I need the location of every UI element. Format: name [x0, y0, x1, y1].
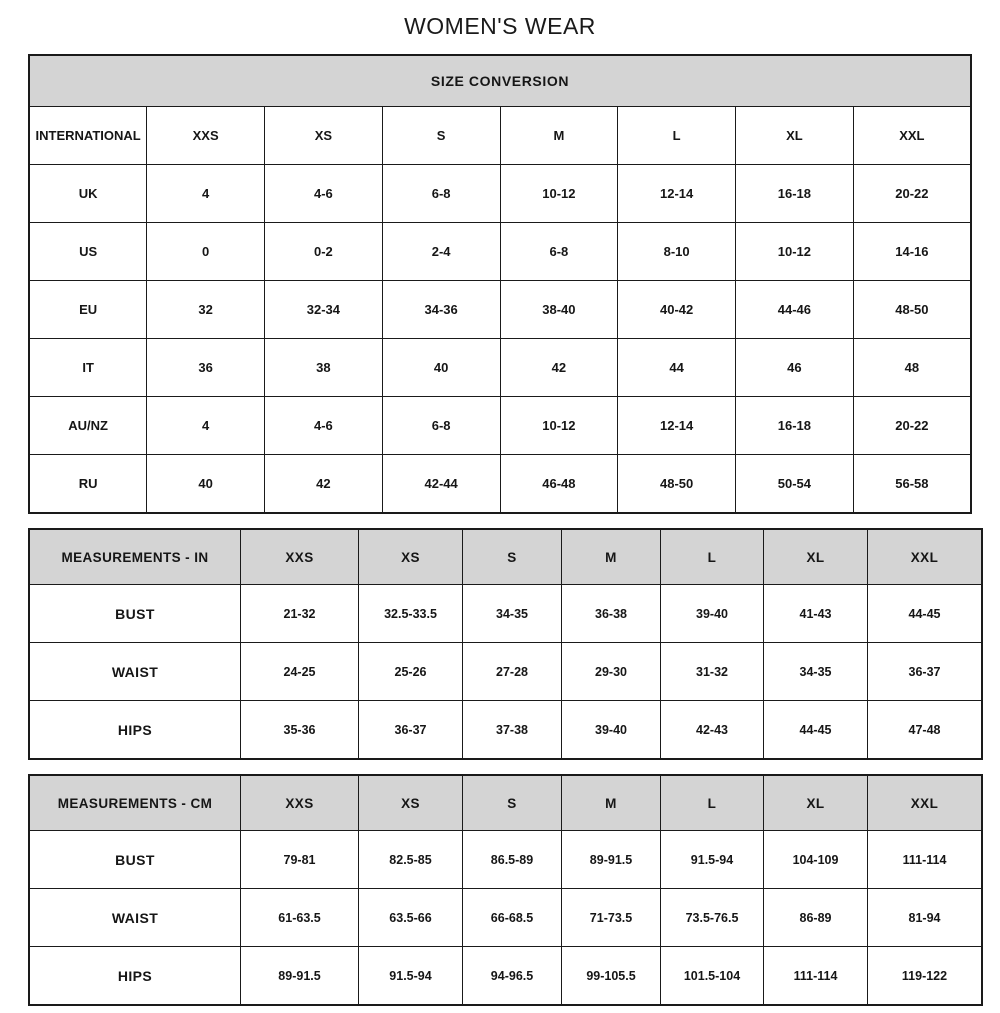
cell: 104-109	[764, 831, 868, 889]
cell: 48	[853, 339, 971, 397]
cell: 0	[147, 223, 265, 281]
cell: 73.5-76.5	[661, 889, 764, 947]
cell: 42-43	[661, 701, 764, 760]
row-label: HIPS	[29, 701, 241, 760]
cell: 38	[265, 339, 383, 397]
cell: 39-40	[661, 585, 764, 643]
row-label: IT	[29, 339, 147, 397]
table-banner-row	[29, 55, 971, 107]
table-row	[29, 889, 982, 947]
cell: 71-73.5	[562, 889, 661, 947]
header-l: L	[661, 529, 764, 585]
cell: 4	[147, 397, 265, 455]
cell: 36-37	[359, 701, 463, 760]
header-xxl: XXL	[868, 775, 983, 831]
header-xxl: XXL	[868, 529, 983, 585]
table-row	[29, 165, 971, 223]
measurements-inches-table	[28, 528, 983, 760]
cell: 27-28	[463, 643, 562, 701]
row-label: UK	[29, 165, 147, 223]
header-m: M	[562, 529, 661, 585]
row-label: US	[29, 223, 147, 281]
cell: 4	[147, 165, 265, 223]
cell: 48-50	[618, 455, 736, 514]
cell: 89-91.5	[241, 947, 359, 1006]
cell: 81-94	[868, 889, 983, 947]
cell: 42	[500, 339, 618, 397]
cell: 40-42	[618, 281, 736, 339]
cell: 12-14	[618, 165, 736, 223]
header-xl: XL	[764, 775, 868, 831]
table-row	[29, 281, 971, 339]
cell: 25-26	[359, 643, 463, 701]
cell: 10-12	[500, 397, 618, 455]
table-row	[29, 455, 971, 514]
header-s: S	[382, 107, 500, 165]
row-label: BUST	[29, 831, 241, 889]
cell: 32-34	[265, 281, 383, 339]
cell: 86.5-89	[463, 831, 562, 889]
cell: 14-16	[853, 223, 971, 281]
cell: 41-43	[764, 585, 868, 643]
header-measurements-cm: MEASUREMENTS - CM	[29, 775, 241, 831]
header-xl: XL	[764, 529, 868, 585]
cell: 0-2	[265, 223, 383, 281]
cell: 36-37	[868, 643, 983, 701]
cell: 32.5-33.5	[359, 585, 463, 643]
table-row	[29, 831, 982, 889]
table-row	[29, 643, 982, 701]
cell: 63.5-66	[359, 889, 463, 947]
size-conversion-banner: SIZE CONVERSION	[29, 55, 971, 107]
header-s: S	[463, 775, 562, 831]
row-label: WAIST	[29, 889, 241, 947]
header-xxl: XXL	[853, 107, 971, 165]
header-xxs: XXS	[241, 529, 359, 585]
cell: 24-25	[241, 643, 359, 701]
row-label: BUST	[29, 585, 241, 643]
cell: 48-50	[853, 281, 971, 339]
cell: 42	[265, 455, 383, 514]
cell: 119-122	[868, 947, 983, 1006]
cell: 36-38	[562, 585, 661, 643]
cell: 86-89	[764, 889, 868, 947]
cell: 16-18	[736, 397, 854, 455]
cell: 38-40	[500, 281, 618, 339]
table-header-row	[29, 775, 982, 831]
row-label: RU	[29, 455, 147, 514]
cell: 101.5-104	[661, 947, 764, 1006]
header-international: INTERNATIONAL	[29, 107, 147, 165]
cell: 82.5-85	[359, 831, 463, 889]
header-s: S	[463, 529, 562, 585]
page-title: WOMEN'S WEAR	[404, 13, 596, 39]
cell: 44-45	[764, 701, 868, 760]
cell: 44	[618, 339, 736, 397]
table-header-row	[29, 529, 982, 585]
cell: 66-68.5	[463, 889, 562, 947]
cell: 79-81	[241, 831, 359, 889]
header-l: L	[618, 107, 736, 165]
cell: 36	[147, 339, 265, 397]
cell: 6-8	[382, 397, 500, 455]
cell: 10-12	[500, 165, 618, 223]
table-row	[29, 585, 982, 643]
row-label: HIPS	[29, 947, 241, 1006]
cell: 32	[147, 281, 265, 339]
cell: 94-96.5	[463, 947, 562, 1006]
row-label: WAIST	[29, 643, 241, 701]
table-row	[29, 223, 971, 281]
cell: 37-38	[463, 701, 562, 760]
table-header-row	[29, 107, 971, 165]
size-conversion-table	[28, 54, 972, 514]
cell: 44-46	[736, 281, 854, 339]
cell: 47-48	[868, 701, 983, 760]
cell: 39-40	[562, 701, 661, 760]
cell: 91.5-94	[359, 947, 463, 1006]
header-xs: XS	[265, 107, 383, 165]
header-m: M	[500, 107, 618, 165]
cell: 61-63.5	[241, 889, 359, 947]
cell: 111-114	[868, 831, 983, 889]
cell: 91.5-94	[661, 831, 764, 889]
cell: 12-14	[618, 397, 736, 455]
header-m: M	[562, 775, 661, 831]
header-xs: XS	[359, 529, 463, 585]
cell: 34-36	[382, 281, 500, 339]
row-label: AU/NZ	[29, 397, 147, 455]
cell: 8-10	[618, 223, 736, 281]
row-label: EU	[29, 281, 147, 339]
header-l: L	[661, 775, 764, 831]
cell: 89-91.5	[562, 831, 661, 889]
size-chart-page	[0, 13, 1000, 1013]
cell: 46	[736, 339, 854, 397]
cell: 111-114	[764, 947, 868, 1006]
cell: 20-22	[853, 165, 971, 223]
cell: 6-8	[500, 223, 618, 281]
table-row	[29, 701, 982, 760]
cell: 21-32	[241, 585, 359, 643]
cell: 40	[382, 339, 500, 397]
cell: 34-35	[764, 643, 868, 701]
cell: 31-32	[661, 643, 764, 701]
cell: 35-36	[241, 701, 359, 760]
cell: 2-4	[382, 223, 500, 281]
measurements-cm-table	[28, 774, 983, 1006]
header-xl: XL	[736, 107, 854, 165]
cell: 4-6	[265, 397, 383, 455]
cell: 44-45	[868, 585, 983, 643]
header-xs: XS	[359, 775, 463, 831]
cell: 42-44	[382, 455, 500, 514]
cell: 20-22	[853, 397, 971, 455]
cell: 16-18	[736, 165, 854, 223]
table-row	[29, 397, 971, 455]
header-measurements-in: MEASUREMENTS - IN	[29, 529, 241, 585]
cell: 46-48	[500, 455, 618, 514]
cell: 34-35	[463, 585, 562, 643]
table-row	[29, 339, 971, 397]
header-xxs: XXS	[147, 107, 265, 165]
cell: 50-54	[736, 455, 854, 514]
table-row	[29, 947, 982, 1006]
cell: 56-58	[853, 455, 971, 514]
cell: 40	[147, 455, 265, 514]
cell: 29-30	[562, 643, 661, 701]
cell: 99-105.5	[562, 947, 661, 1006]
cell: 4-6	[265, 165, 383, 223]
cell: 10-12	[736, 223, 854, 281]
header-xxs: XXS	[241, 775, 359, 831]
cell: 6-8	[382, 165, 500, 223]
